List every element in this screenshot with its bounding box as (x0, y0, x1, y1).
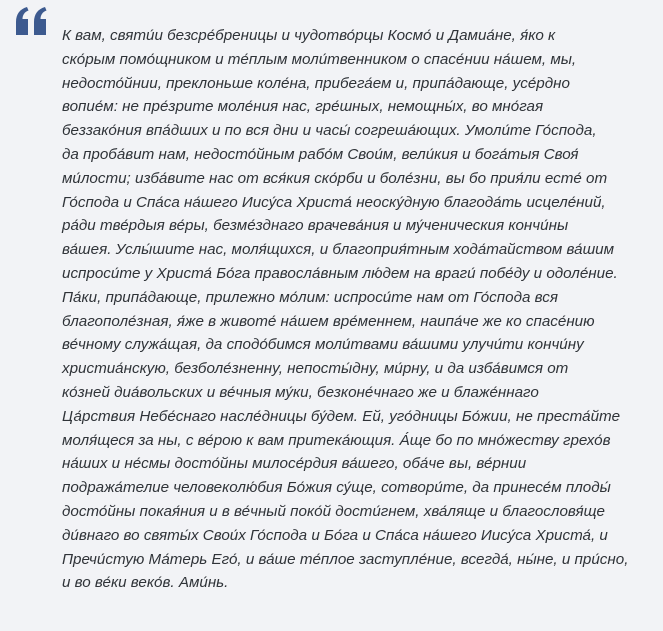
double-quote-icon (14, 6, 50, 36)
prayer-text: К вам, святи́и безсре́бреницы и чудотво́рцы Космо́ и Дамиа́не, я́ко к ско́рым помо́щником и те́плым моли́твенником о спасе́нии на́шем, мы, недосто́йнии, преклоньше коле́на, прибега́ем и, припа́дающе, усе́рдно вопие́м: не пре́зрите моле́ния нас, гре́шных, немощны́х, во мно́гая беззако́ния впа́дших и по вся дни и часы́ согреша́ющих. Умоли́те Го́спода, да проба́вит нам, недосто́йным рабо́м Свои́м, вели́кия и бога́тыя Своя́ ми́лости; изба́вите нас от вся́кия ско́рби и боле́зни, вы бо прия́ли есте́ от Го́спода и Спа́са на́шего Иису́са Христа́ неоску́дную благода́ть исцеле́ний, ра́ди тве́рдыя ве́ры, безме́зднаго врачева́ния и му́ченическия кончи́ны ва́шея. Услы́шите нас, моля́щихся, и благоприя́тным хода́тайством ва́шим испроси́те у Христа́ Бо́га правосла́вным лю́дем на враги́ побе́ду и одоле́ние. Па́ки, припа́дающе, прилежно мо́лим: испроси́те нам от Го́спода вся благополе́зная, я́же в животе́ на́шем вре́меннем, наипа́че же ко спасе́нию ве́чному служа́щая, да сподо́бимся моли́твами ва́шими улучи́ти кончи́ну христиа́нскую, безболе́зненну, непосты́дну, ми́рну, и да изба́вимся от ко́зней диа́вольских и ве́чныя му́ки, безконе́чнаго же и блаже́ннаго Ца́рствия Небе́снаго насле́дницы бу́дем. Ей, уго́дницы Бо́жии, не преста́йте моля́щеся за ны, с ве́рою к вам притека́ющия. А́ще бо по мно́жеству грехо́в на́ших и не́смы досто́йны милосе́рдия ва́шего, оба́че вы, ве́рнии подража́телие человеколю́бия Бо́жия су́ще, сотвори́те, да принесе́м плоды́ досто́йны покая́ния и в ве́чный поко́й дости́гнем, хва́ляще и благословя́ще ди́внаго во святы́х Свои́х Го́спода и Бо́га и Спа́са на́шего Иису́са Христа́, и Пречи́стую Ма́терь Его́, и ва́ше те́плое заступле́ние, всегда́, ны́не, и при́сно, и во ве́ки веко́в. Ами́нь. (62, 27, 629, 592)
